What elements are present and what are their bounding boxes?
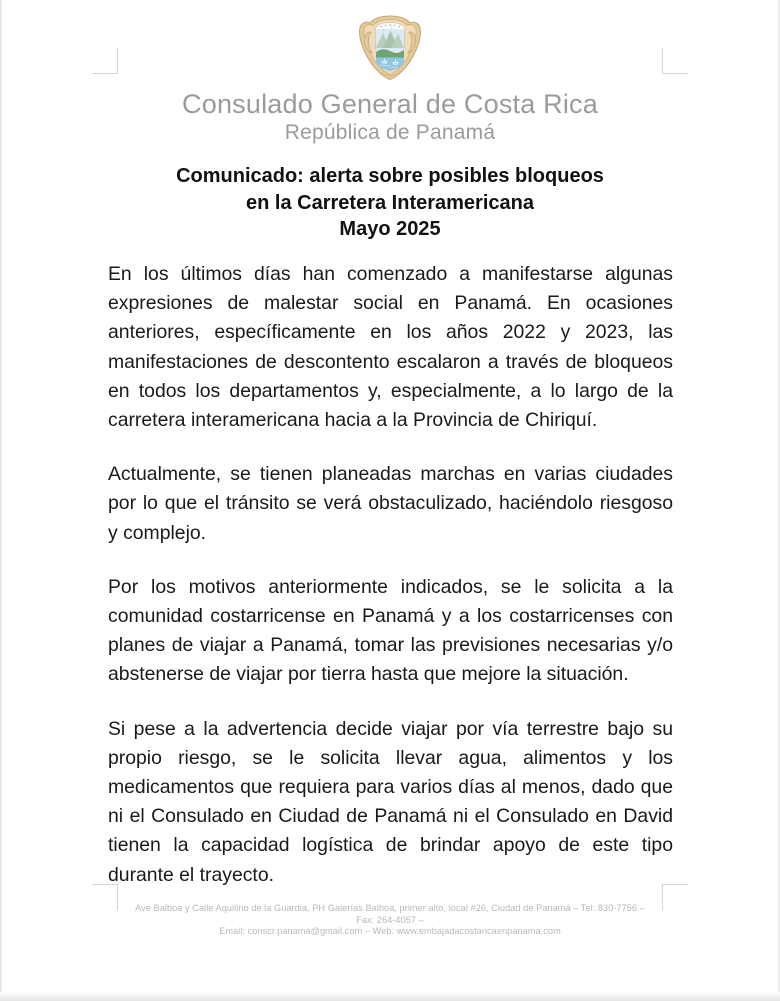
headline-line-2: en la Carretera Interamericana xyxy=(246,191,534,214)
footer-fax-line: Fax: 264-4057 – xyxy=(356,914,424,925)
body-paragraph-1: En los últimos días han comenzado a manifestarse algunas expresiones de malestar social en Panamá. En ocasiones anteriores, específicamente en los años 2022 y 2023, las manifestaciones de descontento escalaron a través de bloqueos en todos los departamentos y, especialmente, a lo largo de la carretera interamericana hacia a la Provincia de Chiriquí. xyxy=(108,263,673,432)
document-footer xyxy=(0,903,780,938)
document-headline xyxy=(0,163,780,243)
document-body xyxy=(108,260,673,890)
footer-contact-line: Email: conscr.panama@gmail.com – Web: www.embajadacostaricaenpanama.com xyxy=(219,926,561,937)
footer-address-line: Ave Balboa y Calle Aquilino de la Guardia, PH Galerías Balboa, primer alto, local #26, Ciudad de Panamá – Tel: 830-7756 – xyxy=(135,903,645,913)
country-name: República de Panamá xyxy=(284,121,496,144)
coat-of-arms-icon xyxy=(353,12,427,84)
letterhead xyxy=(0,88,780,146)
body-paragraph-3: Por los motivos anteriormente indicados, se le solicita a la comunidad costarricense en Panamá y a los costarricenses con planes de viajar a Panamá, tomar las previsiones necesarias y/o abstenerse de viajar por tierra hasta que mejore la situación. xyxy=(108,575,673,686)
headline-line-3: Mayo 2025 xyxy=(339,218,441,240)
organization-name: Consulado General de Costa Rica xyxy=(182,89,598,119)
body-paragraph-2: Actualmente, se tienen planeadas marchas en varias ciudades por lo que el tránsito se verá obstaculizado, haciéndolo riesgoso y complejo. xyxy=(108,463,673,544)
body-paragraph-4: Si pese a la advertencia decide viajar por vía terrestre bajo su propio riesgo, se le solicita llevar agua, alimentos y los medicamentos que requiera para varios días al menos, dado que ni el Consulado en Ciudad de Panamá ni el Consulado en David tienen la capacidad logística de brindar apoyo de este tipo durante el trayecto. xyxy=(108,717,673,886)
emblem-container xyxy=(0,12,780,84)
headline-line-1: Comunicado: alerta sobre posibles bloqueos xyxy=(176,165,604,187)
page-edge-left xyxy=(0,0,3,1001)
page-edge-bottom xyxy=(0,992,780,1001)
